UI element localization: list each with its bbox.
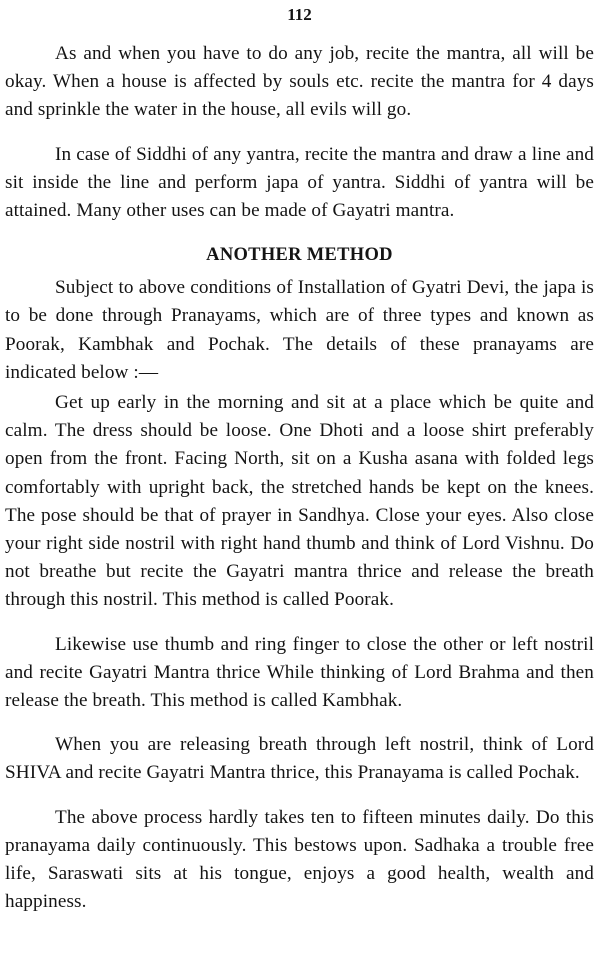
paragraph-kambhak: Likewise use thumb and ring finger to close the other or left nostril and recite Gayatri Mantra thrice While thinking of Lord Brahma and then release the breath. This method is called Kambhak. [5, 633, 594, 712]
paragraph-recite-mantra: As and when you have to do any job, recite the mantra, all will be okay. When a house is affected by souls etc. recite the mantra for 4 days and sprinkle the water in the house, all evils will go. [5, 43, 594, 121]
page-number: 112 [287, 5, 312, 24]
paragraph-poorak: Get up early in the morning and sit at a place which be quite and calm. The dress should be loose. One Dhoti and a loose shirt preferably open from the front. Facing North, sit on a Kusha asana with folded legs comfortably with upright back, the stretched hands be kept on the knees. The pose should be that of prayer in Sandhya. Close your eyes. Also close your right side nostril with right hand thumb and think of Lord Vishnu. Do not breathe but recite the Gayatri mantra thrice and release the breath through this nostril. This method is called Poorak. [5, 392, 594, 611]
paragraph-pranayams-intro: Subject to above conditions of Installation of Gyatri Devi, the japa is to be done through Pranayams, which are of three types and known as Poorak, Kambhak and Pochak. The details of these pranayams are indicated below :— [5, 277, 594, 383]
paragraph-pochak: When you are releasing breath through left nostril, think of Lord SHIVA and recite Gayatri Mantra thrice, this Pranayama is called Pochak. [5, 734, 594, 784]
section-heading: ANOTHER METHOD [206, 245, 393, 266]
paragraph-benefits: The above process hardly takes ten to fifteen minutes daily. Do this pranayama daily continuously. This bestows upon. Sadhaka a trouble free life, Saraswati sits at his tongue, enjoys a good health, wealth and happiness. [5, 806, 594, 913]
paragraph-siddhi-yantra: In case of Siddhi of any yantra, recite the mantra and draw a line and sit inside the line and perform japa of yantra. Siddhi of yantra will be attained. Many other uses can be made of Gayatri mantra. [5, 143, 594, 222]
